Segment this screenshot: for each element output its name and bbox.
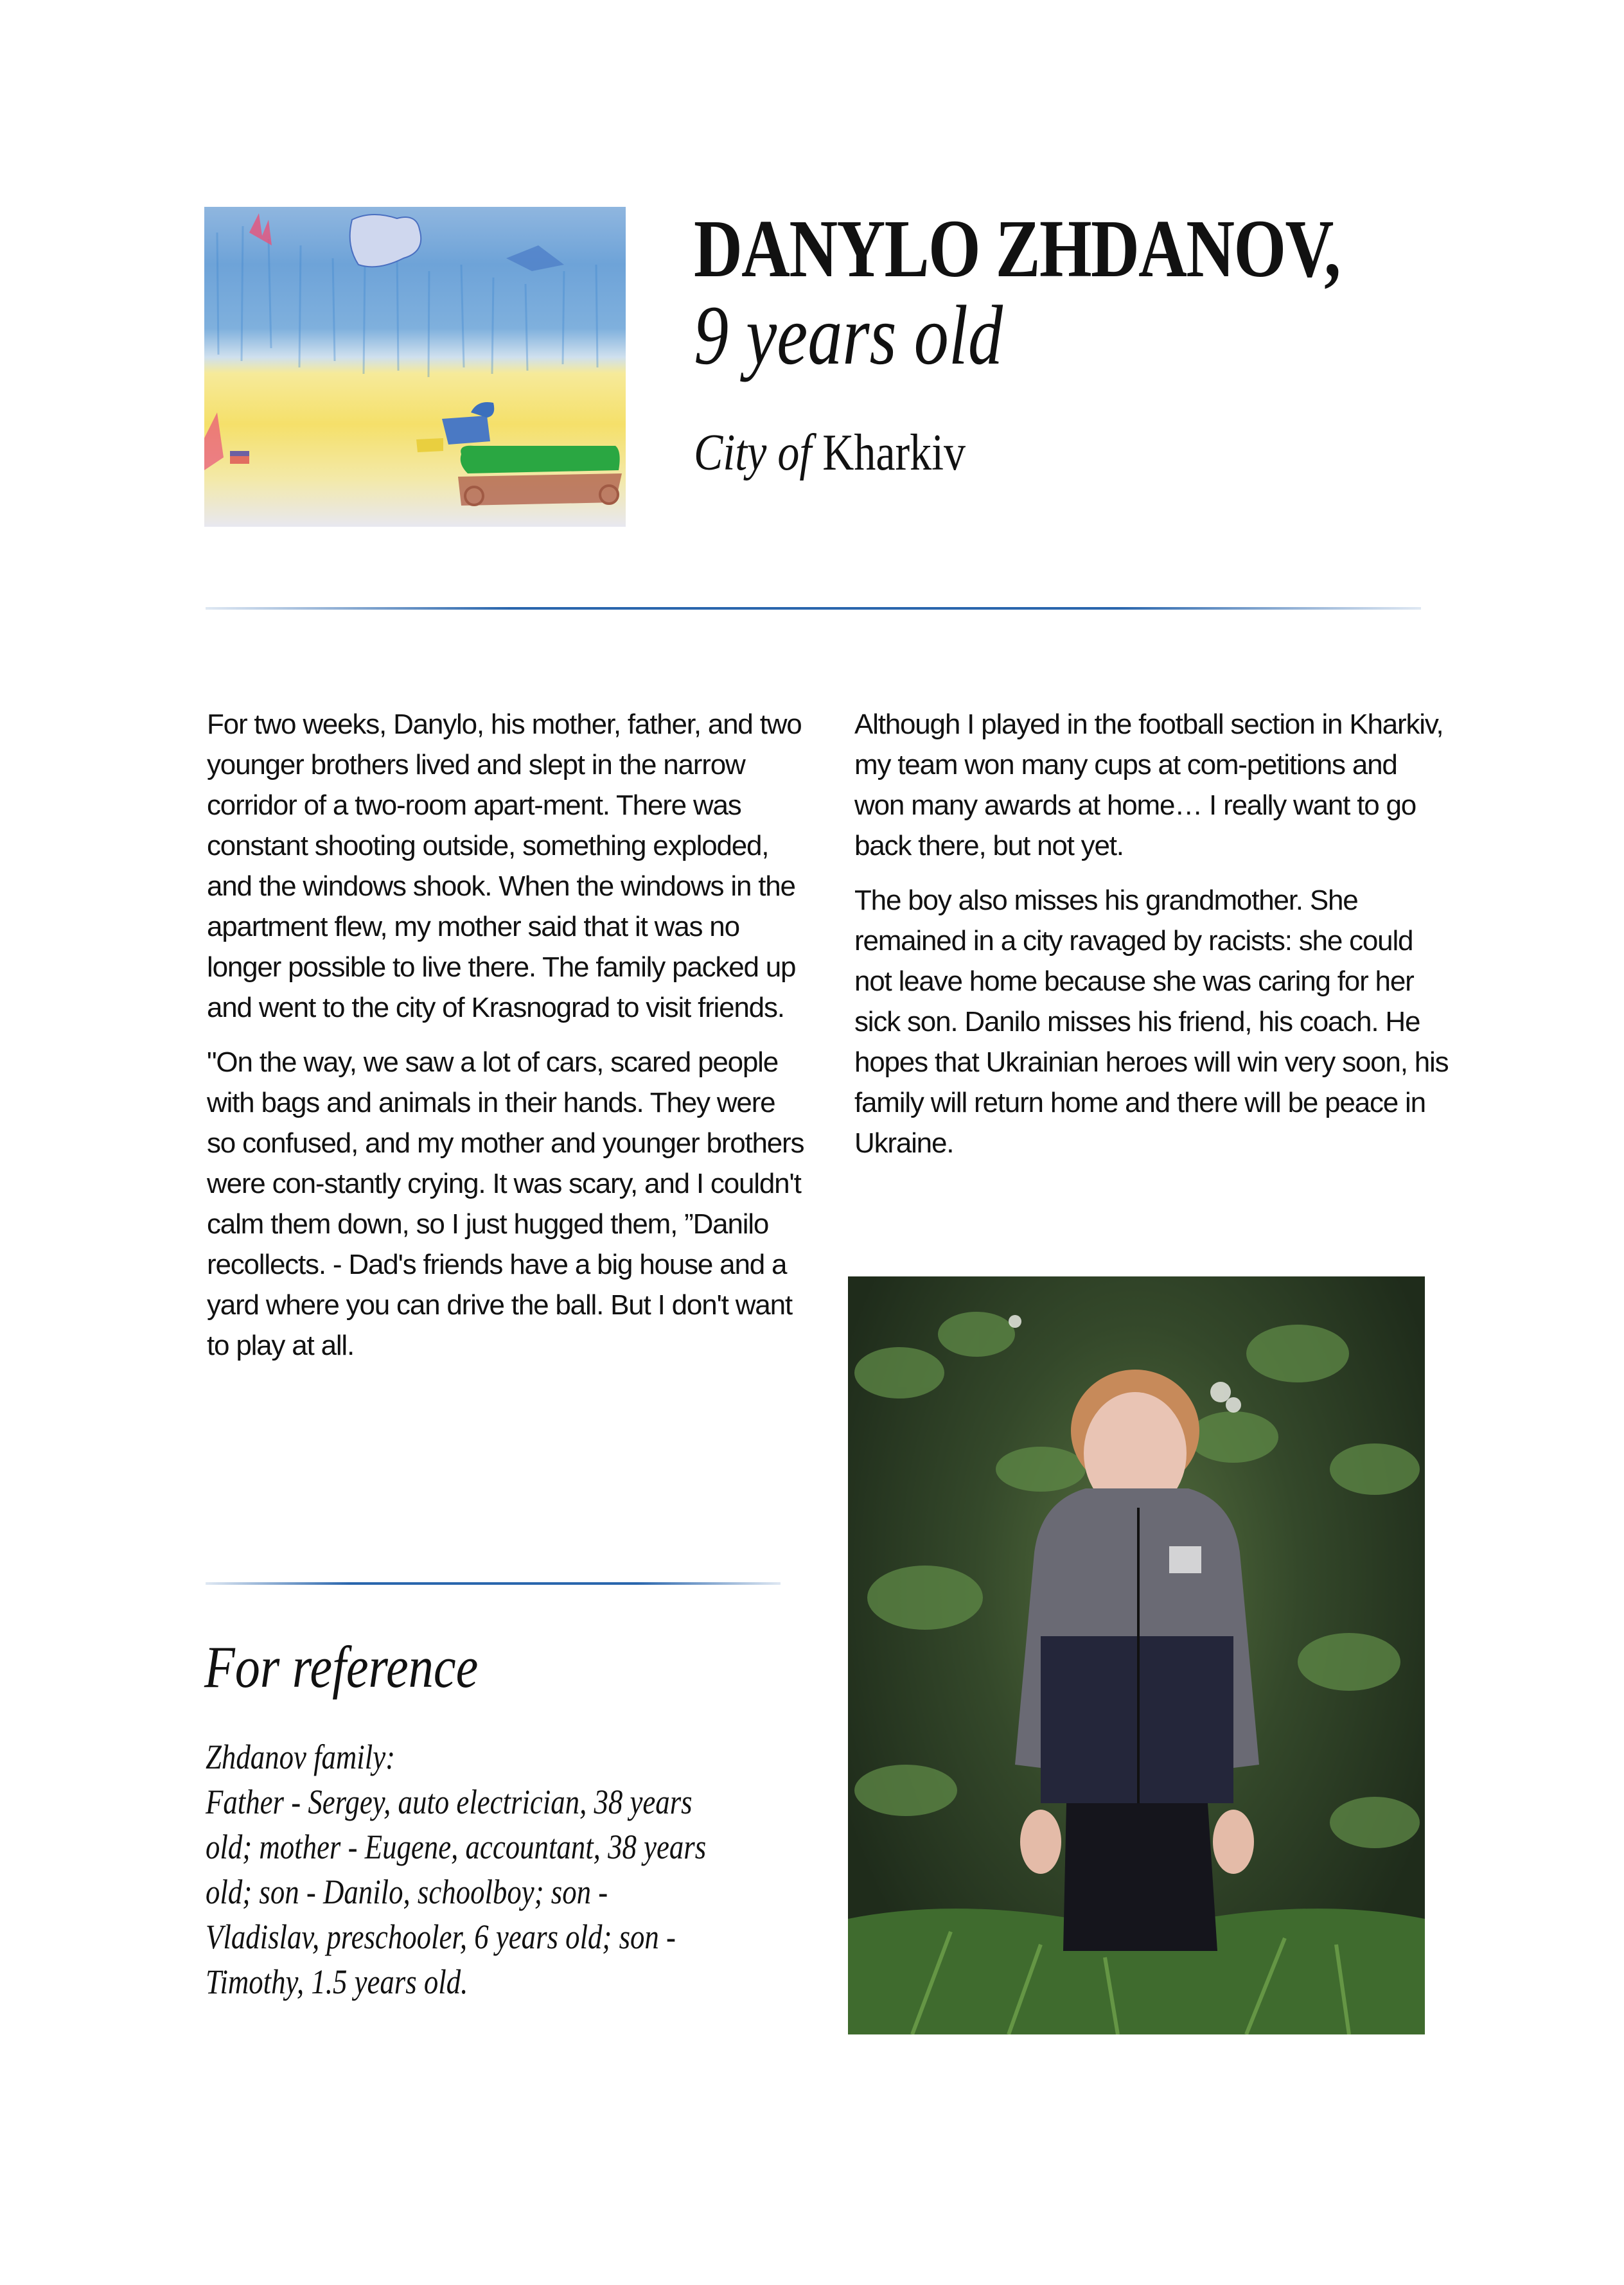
story-paragraph: The boy also misses his grandmother. She remained in a city ravaged by racists: she could not leave home because she was caring for her sick son. Danilo misses his friend, his coach. He hopes that Ukrainian heroes will win very soon, his family will return home and there will be peace in Ukraine. bbox=[854, 885, 1449, 1159]
story-paragraph: For two weeks, Danylo, his mother, father, and two younger brothers lived and slept in the narrow corridor of a two-room apart-ment. There was constant shooting outside, something exploded, and the windows shook. When the windows in the apartment flew, my mother said that it was no longer possible to live there. The family packed up and went to the city of Krasnograd to visit friends. bbox=[207, 709, 802, 1023]
child-drawing-image bbox=[204, 207, 626, 527]
reference-divider bbox=[206, 1582, 781, 1585]
reference-line: Vladislav, preschooler, 6 years old; son - bbox=[206, 1918, 676, 1956]
boy-photo bbox=[848, 1276, 1425, 2034]
story-right-column bbox=[854, 704, 1452, 1178]
reference-line: Father - Sergey, auto electrician, 38 years bbox=[206, 1783, 693, 1821]
reference-heading: For reference bbox=[204, 1634, 479, 1700]
reference-line: Timothy, 1.5 years old. bbox=[206, 1963, 468, 2001]
story-left-column bbox=[207, 704, 804, 1380]
reference-line: old; mother - Eugene, accountant, 38 years bbox=[206, 1828, 707, 1866]
person-city bbox=[694, 424, 966, 482]
top-divider bbox=[206, 607, 1421, 610]
person-age: 9 years old bbox=[694, 288, 1003, 382]
reference-family-info bbox=[206, 1734, 819, 2004]
city-prefix: City of bbox=[694, 425, 812, 481]
reference-line: old; son - Danilo, schoolboy; son - bbox=[206, 1873, 608, 1911]
photo-illustration bbox=[848, 1276, 1425, 2034]
reference-line: Zhdanov family: bbox=[206, 1738, 396, 1776]
story-paragraph: Although I played in the football section in Kharkiv, my team won many cups at com-petitions and won many awards at home… I really want to go back there, but not yet. bbox=[854, 709, 1443, 861]
city-name: Kharkiv bbox=[822, 425, 966, 481]
title-block bbox=[694, 203, 1529, 481]
person-name: DANYLO ZHDANOV, bbox=[694, 203, 1340, 294]
story-paragraph: "On the way, we saw a lot of cars, scared people with bags and animals in their hands. They were so confused, and my mother and younger brothers were con-stantly crying. It was scary, and I couldn't calm them down, so I just hugged them, ”Danilo recollects. - Dad's friends have a big house and a yard where you can drive the ball. But I don't want to play at all. bbox=[207, 1046, 804, 1361]
drawing-illustration bbox=[204, 207, 626, 527]
